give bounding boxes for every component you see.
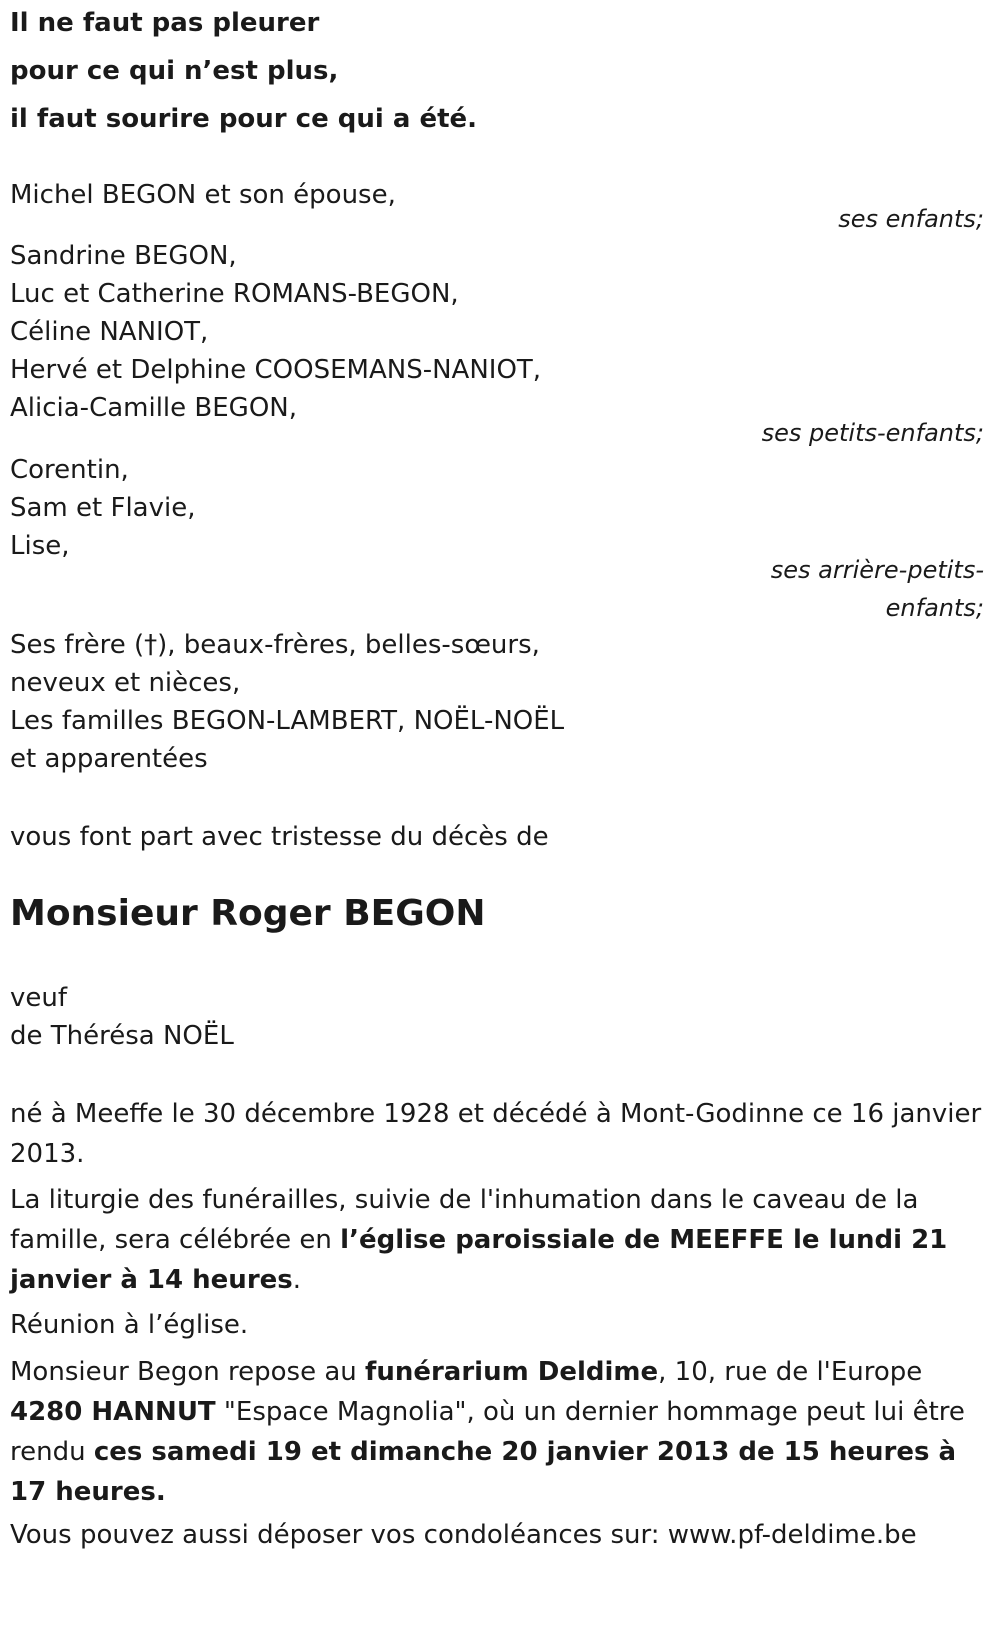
great-grandchildren-role-line-2: enfants; [885,594,984,622]
children-name: Michel BEGON et son épouse, [10,180,396,210]
condolences-text: Vous pouvez aussi déposer vos condoléances sur: [10,1520,668,1550]
condolences-link[interactable]: www.pf-deldime.be [667,1520,917,1550]
grandchild-name: Céline NANIOT, [10,317,209,347]
funeral-home-name: funérarium Deldime [365,1357,659,1387]
birth-death-text: né à Meeffe le 30 décembre 1928 et décédé à Mont-Godinne ce 16 janvier 2013. [10,1099,982,1169]
quote-line-1: Il ne faut pas pleurer [10,8,320,38]
great-grandchild-name: Corentin, [10,455,129,485]
spouse-name: de Thérésa NOËL [10,1021,234,1051]
quote-line-3: il faut sourire pour ce qui a été. [10,104,478,134]
family-line: et apparentées [10,744,208,774]
condolences-paragraph [10,1515,985,1555]
family-line: neveux et nièces, [10,668,241,698]
funeral-end: . [292,1265,302,1295]
grandchild-name: Hervé et Delphine COOSEMANS-NANIOT, [10,355,542,385]
announcement-text: vous font part avec tristesse du décès de [10,822,549,852]
family-line: Ses frère (†), beaux-frères, belles-sœurs, [10,630,540,660]
quote-line-2: pour ce qui n’est plus, [10,56,339,86]
funeral-paragraph [10,1180,985,1300]
children-role: ses enfants; [838,205,984,233]
meeting-text: Réunion à l’église. [10,1310,249,1340]
visitation-times: ces samedi 19 et dimanche 20 janvier 2013 de 15 heures à 17 heures. [10,1437,957,1507]
funeral-location-time: l’église paroissiale de MEEFFE le lundi 21 janvier à 14 heures [10,1225,948,1295]
repose-text-1: Monsieur Begon repose au [10,1357,366,1387]
funeral-text: La liturgie des funérailles, suivie de l'inhumation dans le caveau de la famille, sera célébrée en [10,1185,919,1255]
great-grandchild-name: Sam et Flavie, [10,493,196,523]
grandchild-name: Alicia-Camille BEGON, [10,393,298,423]
widower-status: veuf [10,983,68,1013]
deceased-name: Monsieur Roger BEGON [10,893,486,934]
great-grandchild-name: Lise, [10,531,70,561]
repose-paragraph [10,1352,985,1512]
repose-text-2: , 10, rue de l'Europe [658,1357,923,1387]
grandchildren-role: ses petits-enfants; [761,419,984,447]
repose-text-3: "Espace Magnolia", où un dernier hommage peut lui être rendu [10,1397,965,1467]
grandchild-name: Sandrine BEGON, [10,241,237,271]
grandchild-name: Luc et Catherine ROMANS-BEGON, [10,279,459,309]
funeral-home-city: 4280 HANNUT [10,1397,216,1427]
family-line: Les familles BEGON-LAMBERT, NOËL-NOËL [10,706,565,736]
great-grandchildren-role-line-1: ses arrière-petits- [770,556,984,584]
